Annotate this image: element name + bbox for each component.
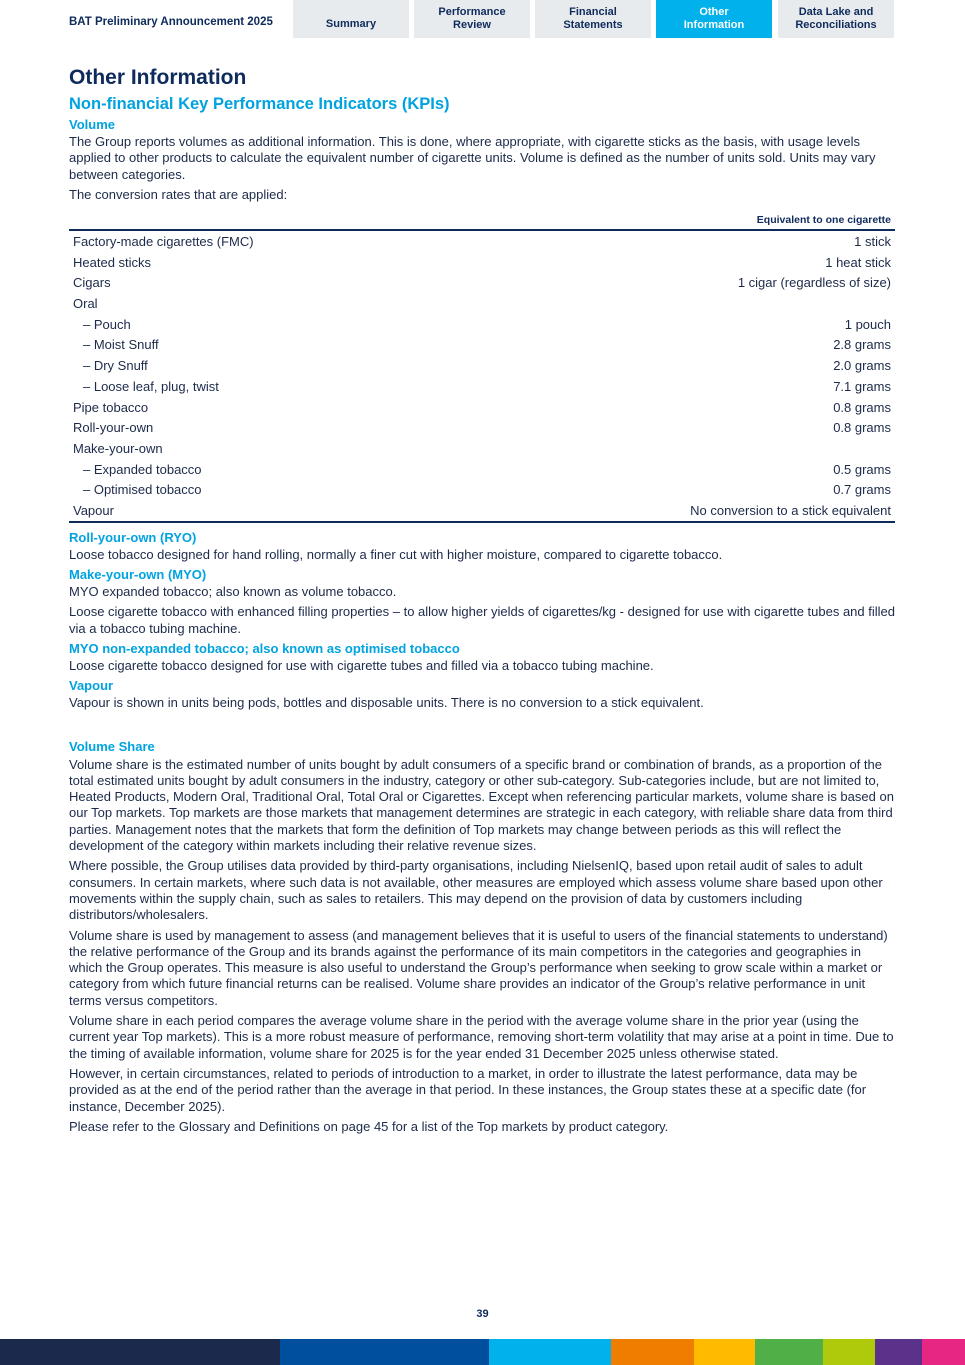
tab-label-line1: Financial xyxy=(569,6,617,18)
row-label: Roll-your-own xyxy=(73,420,154,436)
conversion-intro: The conversion rates that are applied: xyxy=(69,186,288,202)
row-value: 0.5 grams xyxy=(833,461,891,477)
table-row xyxy=(69,230,895,252)
row-label: – Optimised tobacco xyxy=(83,482,202,498)
row-value: 1 pouch xyxy=(844,316,891,332)
row-label: Oral xyxy=(73,296,98,312)
volume-section xyxy=(69,116,897,203)
colour-segment xyxy=(0,1339,280,1365)
colour-segment xyxy=(611,1339,694,1365)
colour-segment xyxy=(489,1339,611,1365)
tab-label-line2: Review xyxy=(453,19,491,31)
table-header-blank xyxy=(69,209,461,230)
row-label: – Moist Snuff xyxy=(83,337,159,353)
table-row xyxy=(69,252,895,273)
colour-segment xyxy=(823,1339,875,1365)
definitions-section xyxy=(69,529,897,712)
table-header-equivalent: Equivalent to one cigarette xyxy=(461,209,895,230)
vapour-text: Vapour is shown in units being pods, bottles and disposable units. There is no conversion to a stick equivalent. xyxy=(69,695,704,711)
footer-colour-bar xyxy=(0,1339,965,1365)
glossary-reference: Please refer to the Glossary and Definitions on page 45 for a list of the Top markets by product category. xyxy=(69,1118,669,1134)
tab-label-line2: Statements xyxy=(563,19,623,31)
volume-share-paragraph: Where possible, the Group utilises data provided by third-party organisations, including NielsenIQ, based upon retail audit of sales to adult consumers. In certain markets, where such data is not available, other measures are employed which assess volume share based upon other movements within the supply chain, such as sales to retailers. This may depend on the provision of data by customers including distributors/wholesalers. xyxy=(69,858,883,923)
row-value: 1 cigar (regardless of size) xyxy=(737,275,891,291)
table-row xyxy=(69,335,895,356)
tab-label-line2: Information xyxy=(683,19,745,31)
row-value: 1 stick xyxy=(854,234,891,250)
ryo-text: Loose tobacco designed for hand rolling, normally a finer cut with higher moisture, compared to cigarette tobacco. xyxy=(69,546,723,562)
tab-label-line1: Other xyxy=(699,6,729,18)
volume-share-paragraph: Volume share is used by management to assess (and management believes that it is useful to users of the financial statements to understand) the relative performance of the Group and its brands against the performance of its main competitors in the categories and geographies in which the Group operates. This measure is also useful to understand the Group’s performance when seeking to grow scale within a market or category from which future financial returns can be realised. Volume share provides an indicator of the Group’s relative performance in unit terms versus competitors. xyxy=(69,927,888,1008)
row-value: 1 heat stick xyxy=(825,254,891,270)
tab-data-lake[interactable] xyxy=(778,0,894,38)
row-label: Vapour xyxy=(69,500,461,522)
table-row xyxy=(69,397,895,418)
row-label: Heated sticks xyxy=(73,254,152,270)
row-value xyxy=(461,293,895,314)
tab-performance-review[interactable] xyxy=(414,0,530,38)
row-value: 7.1 grams xyxy=(833,378,891,394)
volume-share-paragraph: Volume share in each period compares the average volume share in the period with the average volume share in the prior year (using the current year Top markets). This is a more robust measure of performance, removing short-term volatility that may arise at a point in time. Due to the timing of available information, volume share for 2025 is for the year ended 31 December 2025 unless otherwise stated. xyxy=(69,1013,894,1061)
table-row xyxy=(69,459,895,480)
myo-non-expanded-text: Loose cigarette tobacco designed for use with cigarette tubes and filled via a tobacco tubing machine. xyxy=(69,658,654,673)
table-row xyxy=(69,479,895,500)
table-row xyxy=(69,273,895,294)
row-value xyxy=(461,438,895,459)
tab-summary-label: Summary xyxy=(325,17,377,30)
volume-heading: Volume xyxy=(69,117,115,132)
myo-heading: Make-your-own (MYO) xyxy=(69,567,207,583)
row-value: 2.0 grams xyxy=(833,358,891,374)
row-value: No conversion to a stick equivalent xyxy=(461,500,895,522)
colour-segment xyxy=(280,1339,489,1365)
volume-share-section xyxy=(69,738,897,1136)
row-value: 0.8 grams xyxy=(833,420,891,436)
row-value: 0.7 grams xyxy=(833,482,891,498)
volume-share-paragraph: Volume share is the estimated number of units bought by adult consumers of a specific brand or combination of brands, as a proportion of the total estimated units bought by adult consumers in the industry, category or other sub-category. Sub-categories include, but are not limited to, Heated Products, Modern Oral, Traditional Oral, Total Oral or Cigarettes. Except when referencing particular markets, volume share is based on our Top markets. Top markets are those markets that management determines are strategic in each category, with reliable share data from third parties. Management notes that the markets that form the definition of Top markets may change between periods as this will reflect the development of the category within markets including their relative revenue sizes. xyxy=(69,756,894,854)
table-row xyxy=(69,438,895,459)
myo-non-expanded-heading: MYO non-expanded tobacco; also known as optimised tobacco xyxy=(69,641,460,656)
row-label: – Expanded tobacco xyxy=(83,461,202,477)
table-row xyxy=(69,500,895,522)
tab-summary[interactable] xyxy=(293,0,409,38)
row-label: Factory-made cigarettes (FMC) xyxy=(73,234,254,250)
table-row xyxy=(69,293,895,314)
main-content xyxy=(69,64,897,1135)
colour-segment xyxy=(875,1339,922,1365)
row-value: 2.8 grams xyxy=(833,337,891,353)
ryo-heading: Roll-your-own (RYO) xyxy=(69,529,197,545)
row-value: 0.8 grams xyxy=(833,399,891,415)
conversion-table xyxy=(69,209,895,523)
row-label: Cigars xyxy=(73,275,111,291)
row-label: Pipe tobacco xyxy=(73,399,149,415)
page-title: Other Information xyxy=(69,66,247,89)
volume-paragraph: The Group reports volumes as additional information. This is done, where appropriate, with cigarette sticks as the basis, with usage levels applied to other products to calculate the equivalent number of cigarette units. Volume is defined as the number of units sold. Units may vary between categories. xyxy=(69,134,876,182)
myo-text-2: Loose cigarette tobacco with enhanced filling properties – to allow higher yields of cigarettes/kg - designed for use with cigarette tubes and filled via a tobacco tubing machine. xyxy=(69,604,895,636)
tab-label-line1: Performance xyxy=(438,6,506,18)
brand-title: BAT Preliminary Announcement 2025 xyxy=(69,16,273,28)
volume-share-heading: Volume Share xyxy=(69,738,155,754)
table-row xyxy=(69,376,895,397)
section-subtitle: Non-financial Key Performance Indicators (KPIs) xyxy=(69,95,450,113)
tab-label-line2: Reconciliations xyxy=(795,19,877,31)
vapour-heading: Vapour xyxy=(69,678,114,694)
row-label: – Dry Snuff xyxy=(83,358,148,374)
tab-financial-statements[interactable] xyxy=(535,0,651,38)
row-label: – Loose leaf, plug, twist xyxy=(83,378,219,394)
row-label: – Pouch xyxy=(83,316,131,332)
table-row xyxy=(69,355,895,376)
row-label: Make-your-own xyxy=(73,440,163,456)
tab-other-information[interactable] xyxy=(656,0,772,38)
tab-label-line1: Data Lake and xyxy=(798,6,874,18)
myo-text-1: MYO expanded tobacco; also known as volume tobacco. xyxy=(69,584,397,600)
volume-share-paragraph: However, in certain circumstances, related to periods of introduction to a market, in order to illustrate the latest performance, data may be provided as at the end of the period rather than the average in that period. In these instances, the Group states these at a specific date (for instance, December 2025). xyxy=(69,1065,867,1114)
top-navigation xyxy=(0,0,965,38)
colour-segment xyxy=(694,1339,755,1365)
table-row xyxy=(69,417,895,438)
table-row xyxy=(69,314,895,335)
page-number: 39 xyxy=(476,1308,489,1320)
colour-segment xyxy=(755,1339,823,1365)
colour-segment xyxy=(922,1339,965,1365)
